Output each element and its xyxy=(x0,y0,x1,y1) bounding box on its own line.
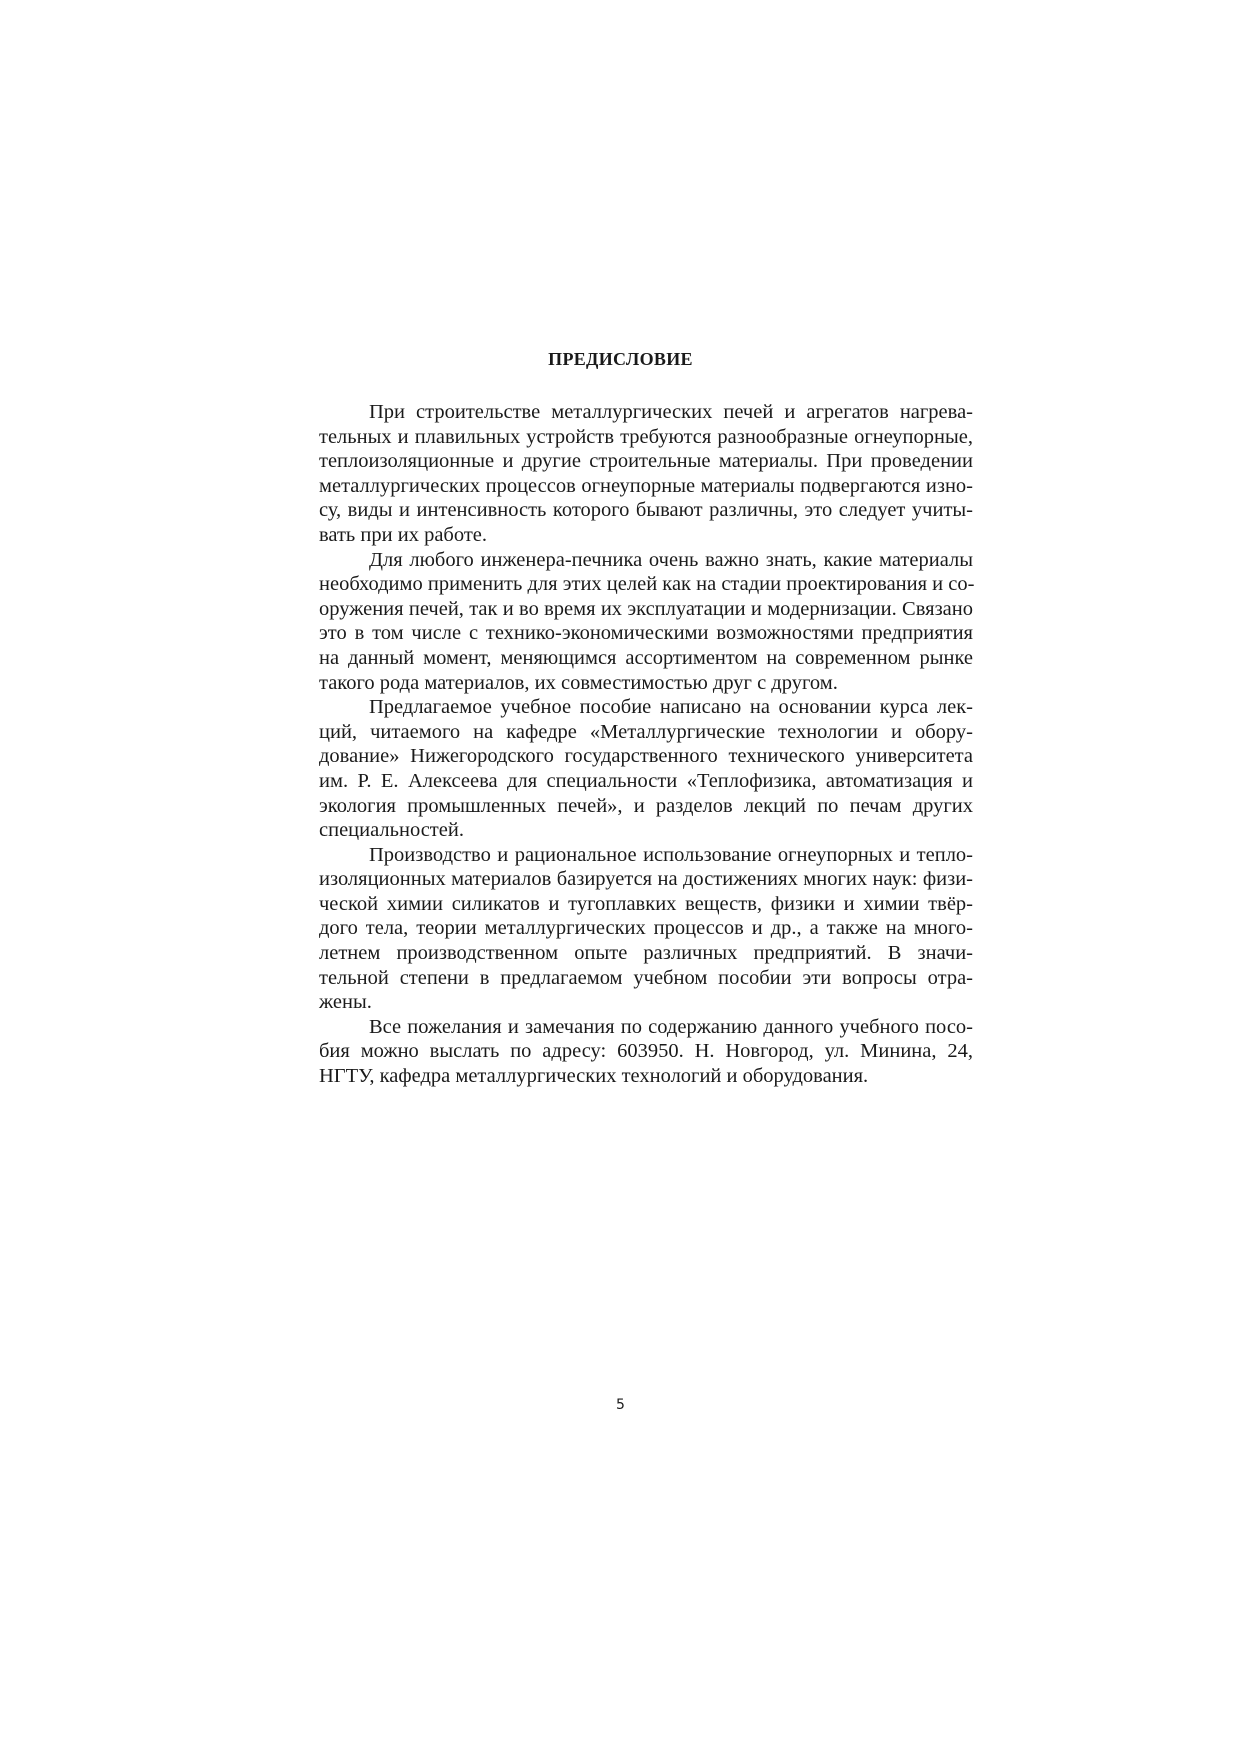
text-line: су, виды и интенсивность которого бывают различны, это следует учиты- xyxy=(319,499,973,522)
text-line: Производство и рациональное использование огнеупорных и тепло- xyxy=(369,843,973,866)
text-line: летнем производственном опыте различных предприятий. В значи- xyxy=(319,942,973,965)
text-line: вать при их работе. xyxy=(319,523,488,546)
text-line: Предлагаемое учебное пособие написано на основании курса лек- xyxy=(369,696,973,719)
text-line: изоляционных материалов базируется на достижениях многих наук: физи- xyxy=(319,868,973,891)
text-line: Все пожелания и замечания по содержанию данного учебного посо- xyxy=(369,1015,973,1038)
text-line: это в том числе с технико-экономическими возможностями предприятия xyxy=(319,622,973,645)
text-line: При строительстве металлургических печей и агрегатов нагрева- xyxy=(369,401,973,423)
paragraph-5 xyxy=(269,1015,973,1089)
text-line: такого рода материалов, их совместимостью друг с другом. xyxy=(319,671,838,694)
text-line: Для любого инженера-печника очень важно знать, какие материалы xyxy=(369,548,973,571)
page-title: ПРЕДИСЛОВИЕ xyxy=(548,349,693,369)
body-text xyxy=(269,400,973,1089)
text-line: оружения печей, так и во время их эксплуатации и модернизации. Связано xyxy=(319,597,973,620)
paragraph-2 xyxy=(269,548,973,696)
text-line: ческой химии силикатов и тугоплавких веществ, физики и химии твёр- xyxy=(319,892,973,915)
text-line: экология промышленных печей», и разделов лекций по печам других xyxy=(319,794,973,817)
page-number: 5 xyxy=(616,1397,625,1413)
text-line: тельной степени в предлагаемом учебном пособии эти вопросы отра- xyxy=(319,966,973,989)
text-line: дого тела, теории металлургических процессов и др., а также на много- xyxy=(319,917,973,940)
paragraph-1 xyxy=(269,400,973,548)
text-line: металлургических процессов огнеупорные материалы подвергаются изно- xyxy=(319,474,973,497)
paragraph-3 xyxy=(269,695,973,843)
text-line: им. Р. Е. Алексеева для специальности «Теплофизика, автоматизация и xyxy=(319,769,973,792)
text-line: ций, читаемого на кафедре «Металлургические технологии и обору- xyxy=(319,720,973,743)
text-line: на данный момент, меняющимся ассортиментом на современном рынке xyxy=(319,646,973,669)
text-line: тельных и плавильных устройств требуются разнообразные огнеупорные, xyxy=(319,425,973,448)
text-line: специальностей. xyxy=(319,819,464,842)
text-line: дование» Нижегородского государственного технического университета xyxy=(319,745,973,768)
text-line: жены. xyxy=(319,991,372,1014)
text-line: теплоизоляционные и другие строительные материалы. При проведении xyxy=(319,450,973,473)
text-line: бия можно выслать по адресу: 603950. Н. Новгород, ул. Минина, 24, xyxy=(319,1040,973,1063)
text-line: НГТУ, кафедра металлургических технологий и оборудования. xyxy=(319,1065,869,1088)
text-line: необходимо применить для этих целей как на стадии проектирования и со- xyxy=(319,573,975,596)
paragraph-4 xyxy=(269,843,973,1015)
